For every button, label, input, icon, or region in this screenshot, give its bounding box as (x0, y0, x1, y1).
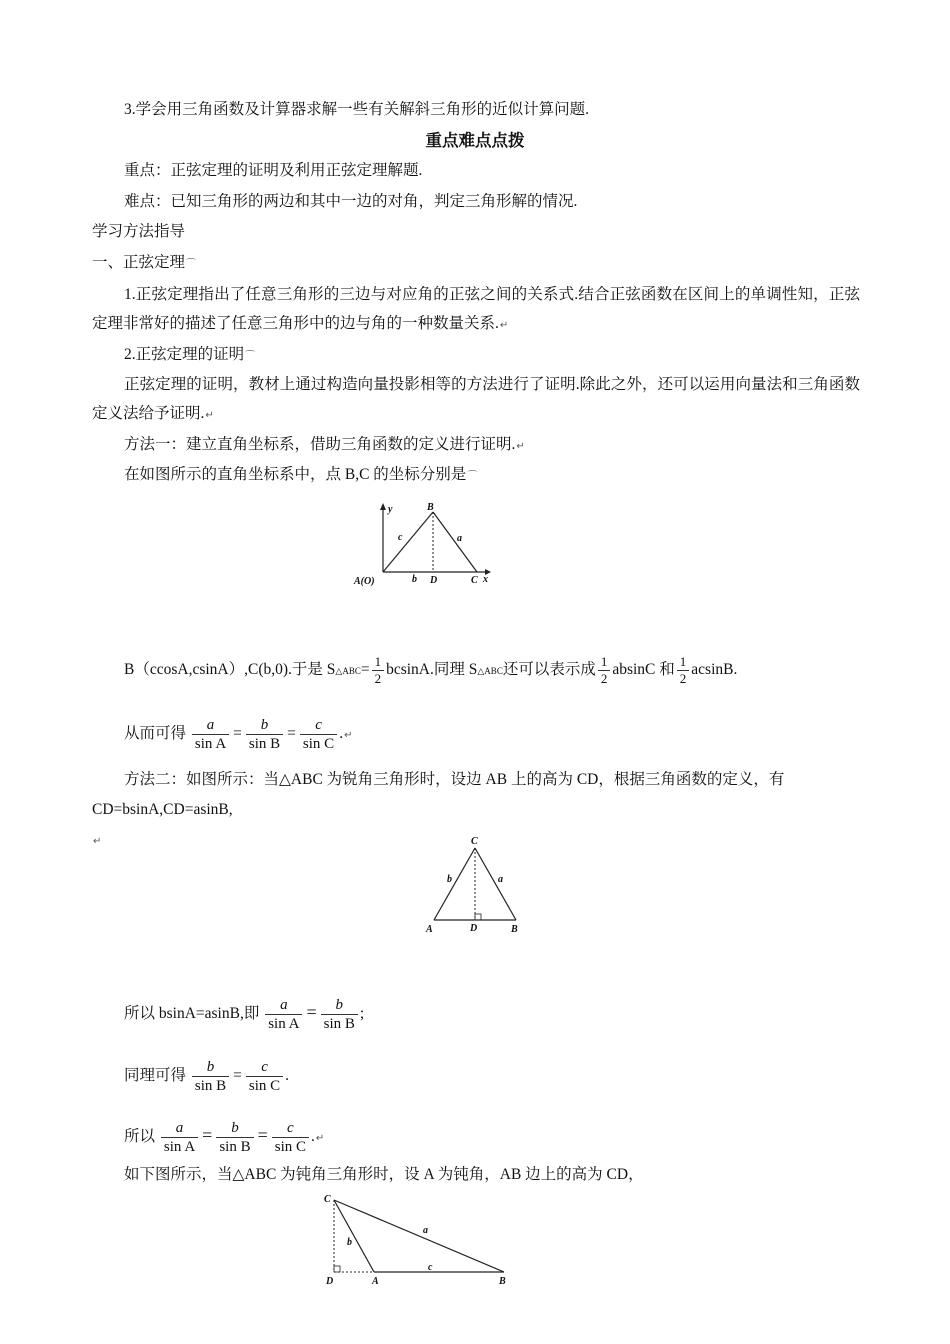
coords-line: B（ccosA,csinA）,C(b,0).于是 S△ABC= $\frac{1}{2}$ bcsinA.同理 S△ABC还可以表示成 $\frac{1}{2}$ absinC 和 $\frac{1}{2}$ acsinB. (124, 654, 738, 686)
fig1-y-label: y (388, 504, 393, 515)
half-fraction: $\frac{1}{2}$ (598, 654, 611, 687)
section-title: 重点难点点拨 (425, 131, 525, 150)
fraction-b-sinB: $\frac{b}{\text{sin B}}$ (246, 716, 283, 753)
conclusion-1: 从而可得 $\frac{a}{\text{sin A}}$ = $\frac{b}{\text{sin B}}$ = $\frac{c}{\text{sin C}}$ .↵ (124, 717, 353, 752)
method-1-text: 方法一：建立直角坐标系，借助三角函数的定义进行证明.↵ (124, 436, 525, 453)
paragraph-2: 正弦定理的证明，教材上通过构造向量投影相等的方法进行了证明.除此之外，还可以运用向量法和三角函数定义法给予证明.↵ (92, 376, 860, 422)
paragraph-mark: ↵ (516, 441, 525, 452)
fig2-side-b: b (447, 874, 452, 885)
fig1-side-a: a (457, 533, 462, 544)
method-2-text: 方法二：如图所示：当△ABC 为锐角三角形时，设边 AB 上的高为 CD，根据三角函数的定义，有 (124, 771, 785, 788)
fig3-vertex-a: A (372, 1276, 379, 1287)
goal-3-text: 3.学会用三角函数及计算器求解一些有关解斜三角形的近似计算问题. (124, 101, 590, 118)
theorem-heading: 一、正弦定理⌒ (92, 254, 197, 271)
fig1-x-label: x (483, 574, 488, 585)
fraction-b-sinB: $\frac{b}{\text{sin B}}$ (216, 1119, 253, 1156)
difficulty-text: 难点：已知三角形的两边和其中一边的对角，判定三角形解的情况. (124, 193, 578, 210)
fraction-b-sinB: $\frac{b}{\text{sin B}}$ (321, 996, 358, 1033)
so-line-2: 所以 $\frac{a}{\text{sin A}}$ = $\frac{b}{\text{sin B}}$ = $\frac{c}{\text{sin C}}$ .↵ (124, 1120, 325, 1155)
figure-acute-triangle (420, 830, 530, 940)
fraction-c-sinC: $\frac{c}{\text{sin C}}$ (246, 1058, 283, 1095)
method-heading: 学习方法指导 (92, 223, 186, 240)
fig2-foot-d: D (470, 923, 478, 934)
fraction-b-sinB: $\frac{b}{\text{sin B}}$ (192, 1058, 229, 1095)
fig3-side-a: a (423, 1225, 428, 1236)
similarly-line: 同理可得 $\frac{b}{\text{sin B}}$ = $\frac{c}{\text{sin C}}$ . (124, 1059, 290, 1094)
paragraph-mark: ↵ (315, 1133, 325, 1145)
fraction-a-sinA: $\frac{a}{\text{sin A}}$ (192, 716, 229, 753)
fig2-vertex-b: B (511, 924, 518, 935)
proof-heading: 2.正弦定理的证明⌒ (124, 346, 256, 363)
arc-mark: ⌒ (245, 351, 256, 362)
arc-mark: ⌒ (186, 259, 197, 270)
obtuse-intro: 如下图所示，当△ABC 为钝角三角形时，设 A 为钝角，AB 边上的高为 CD， (124, 1166, 644, 1183)
fig2-side-a: a (498, 874, 503, 885)
fig1-vertex-c: C (471, 575, 478, 586)
so-line: 所以 bsinA=asinB,即 $\frac{a}{\text{sin A}}$ = $\frac{b}{\text{sin B}}$ ; (124, 997, 365, 1032)
method-2-continued: CD=bsinA,CD=asinB, (92, 801, 233, 818)
fig3-vertex-c: C (324, 1194, 331, 1205)
fig3-side-b: b (347, 1237, 352, 1248)
paragraph-mark-line (92, 830, 101, 852)
fig1-origin-label: A(O) (354, 576, 375, 587)
fig3-side-c: c (428, 1262, 433, 1273)
fig3-vertex-b: B (499, 1276, 506, 1287)
paragraph-mark: ↵ (499, 320, 509, 331)
fig2-vertex-c: C (471, 836, 478, 847)
paragraph-1: 1.正弦定理指出了任意三角形的三边与对应角的正弦之间的关系式.结合正弦函数在区间上的单调性知，正弦定理非常好的描述了任意三角形中的边与角的一种数量关系.↵ (92, 286, 860, 332)
key-point-text: 重点：正弦定理的证明及利用正弦定理解题. (124, 162, 423, 179)
figure-coordinate-triangle (350, 500, 500, 590)
coords-intro: 在如图所示的直角坐标系中，点 B,C 的坐标分别是⌒ (124, 466, 478, 483)
fraction-a-sinA: $\frac{a}{\text{sin A}}$ (265, 996, 302, 1033)
paragraph-mark: ↵ (344, 730, 353, 742)
fig3-foot-d: D (326, 1276, 334, 1287)
fig1-side-c: c (398, 532, 403, 543)
arc-mark: ⌒ (467, 471, 478, 482)
figure-obtuse-triangle (318, 1190, 518, 1290)
fig2-vertex-a: A (426, 924, 433, 935)
fig1-side-b: b (412, 574, 417, 585)
fraction-c-sinC: $\frac{c}{\text{sin C}}$ (272, 1119, 309, 1156)
half-fraction: $\frac{1}{2}$ (372, 654, 385, 687)
paragraph-mark: ↵ (205, 410, 214, 421)
fig1-foot-d: D (430, 575, 438, 586)
half-fraction: $\frac{1}{2}$ (677, 654, 690, 687)
fraction-c-sinC: $\frac{c}{\text{sin C}}$ (300, 716, 337, 753)
paragraph-mark: ↵ (93, 836, 102, 847)
fig1-vertex-b: B (427, 502, 434, 513)
fraction-a-sinA: $\frac{a}{\text{sin A}}$ (161, 1119, 198, 1156)
